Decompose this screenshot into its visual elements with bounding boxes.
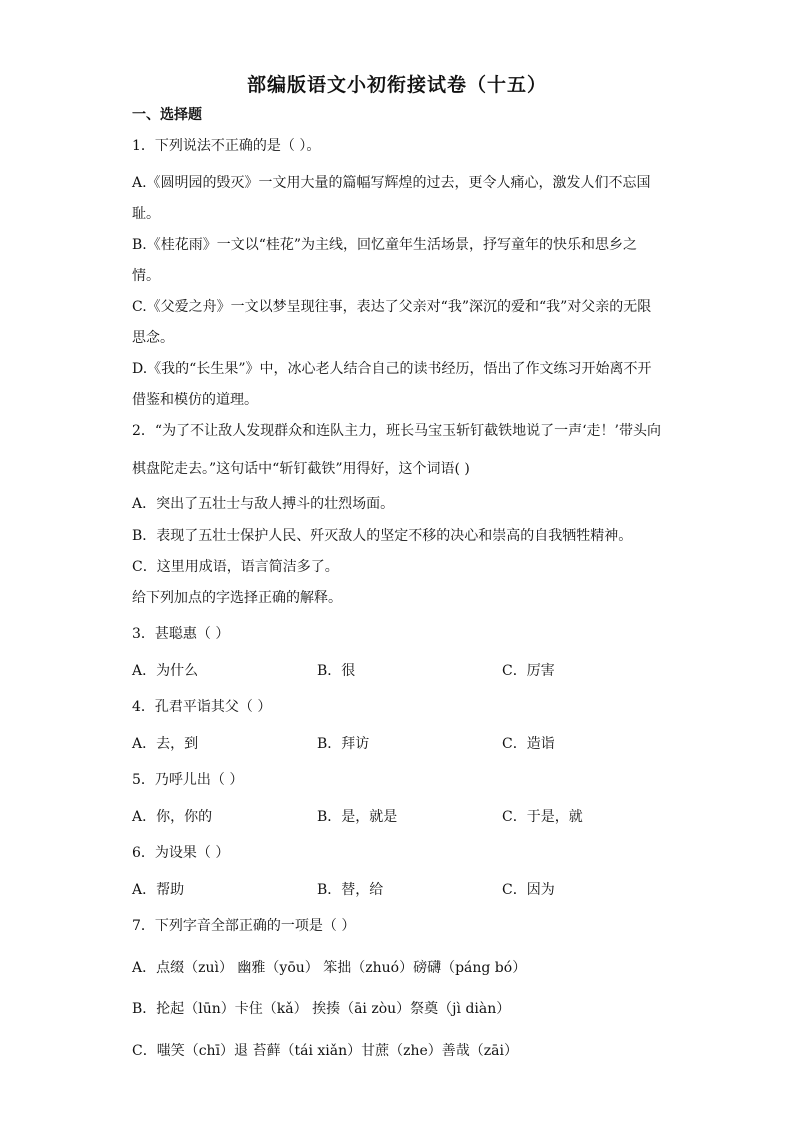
question-4-stem: 4．孔君平诣其父（ ）: [132, 699, 272, 715]
question-3-option-c: C．厉害: [502, 663, 555, 679]
question-1-option-c-cont: 思念。: [132, 330, 174, 346]
question-1-option-d-cont: 借鉴和模仿的道理。: [132, 392, 258, 408]
question-5-stem: 5．乃呼儿出（ ）: [132, 772, 244, 788]
question-3-option-a: A．为什么: [132, 663, 199, 679]
question-1-option-c: C.《父爱之舟》一文以梦呈现往事，表达了父亲对“我”深沉的爱和“我”对父亲的无限: [132, 299, 652, 315]
question-4-option-c: C．造诣: [502, 736, 555, 752]
page-title: 部编版语文小初衔接试卷（十五）: [246, 74, 547, 96]
question-3-stem: 3．甚聪惠（ ）: [132, 626, 230, 642]
question-7-stem: 7．下列字音全部正确的一项是（ ）: [132, 918, 356, 934]
question-1-option-d: D.《我的“长生果”》中，冰心老人结合自己的读书经历，悟出了作文练习开始离不开: [132, 361, 652, 377]
question-2-stem: 2．“为了不让敌人发现群众和连队主力，班长马宝玉斩钉截铁地说了一声‘走！’带头向: [132, 423, 661, 439]
question-6-option-b: B．替，给: [317, 882, 384, 898]
instruction-text: 给下列加点的字选择正确的解释。: [132, 590, 342, 606]
question-1-option-b-cont: 情。: [132, 268, 160, 284]
question-2-option-b: B．表现了五壮士保护人民、歼灭敌人的坚定不移的决心和崇高的自我牺牲精神。: [132, 528, 633, 544]
question-2-stem-cont: 棋盘陀走去。”这句话中“斩钉截铁”用得好，这个词语( ): [132, 461, 470, 477]
question-4-option-a: A．去，到: [132, 736, 199, 752]
question-6-option-a: A．帮助: [132, 882, 185, 898]
question-5-option-b: B．是，就是: [317, 809, 398, 825]
question-5-option-c: C．于是，就: [502, 809, 583, 825]
question-1-option-a: A.《圆明园的毁灭》一文用大量的篇幅写辉煌的过去，更令人痛心，激发人们不忘国: [132, 175, 651, 191]
question-5-option-a: A．你，你的: [132, 809, 213, 825]
question-6-stem: 6．为设果（ ）: [132, 845, 230, 861]
question-7-option-c: C．嗤笑（chī）退 苔藓（tái xiǎn）甘蔗（zhe）善哉（zāi）: [132, 1043, 519, 1059]
question-3-option-b: B．很: [317, 663, 356, 679]
question-1-option-a-cont: 耻。: [132, 206, 160, 222]
question-4-option-b: B．拜访: [317, 736, 370, 752]
question-2-option-a: A．突出了五壮士与敌人搏斗的壮烈场面。: [132, 496, 395, 512]
question-2-option-c: C．这里用成语，语言简洁多了。: [132, 559, 339, 575]
question-6-option-c: C．因为: [502, 882, 555, 898]
section-heading: 一、选择题: [132, 107, 202, 123]
question-1-stem: 1．下列说法不正确的是（ ）。: [132, 138, 321, 154]
question-7-option-b: B．抡起（lūn）卡住（kǎ） 挨揍（āi zòu）祭奠（jì diàn）: [132, 1001, 511, 1017]
question-7-option-a: A．点缀（zuì） 幽雅（yōu） 笨拙（zhuó）磅礴（páng bó）: [132, 960, 527, 976]
question-1-option-b: B.《桂花雨》一文以“桂花”为主线，回忆童年生活场景，抒写童年的快乐和思乡之: [132, 237, 638, 253]
